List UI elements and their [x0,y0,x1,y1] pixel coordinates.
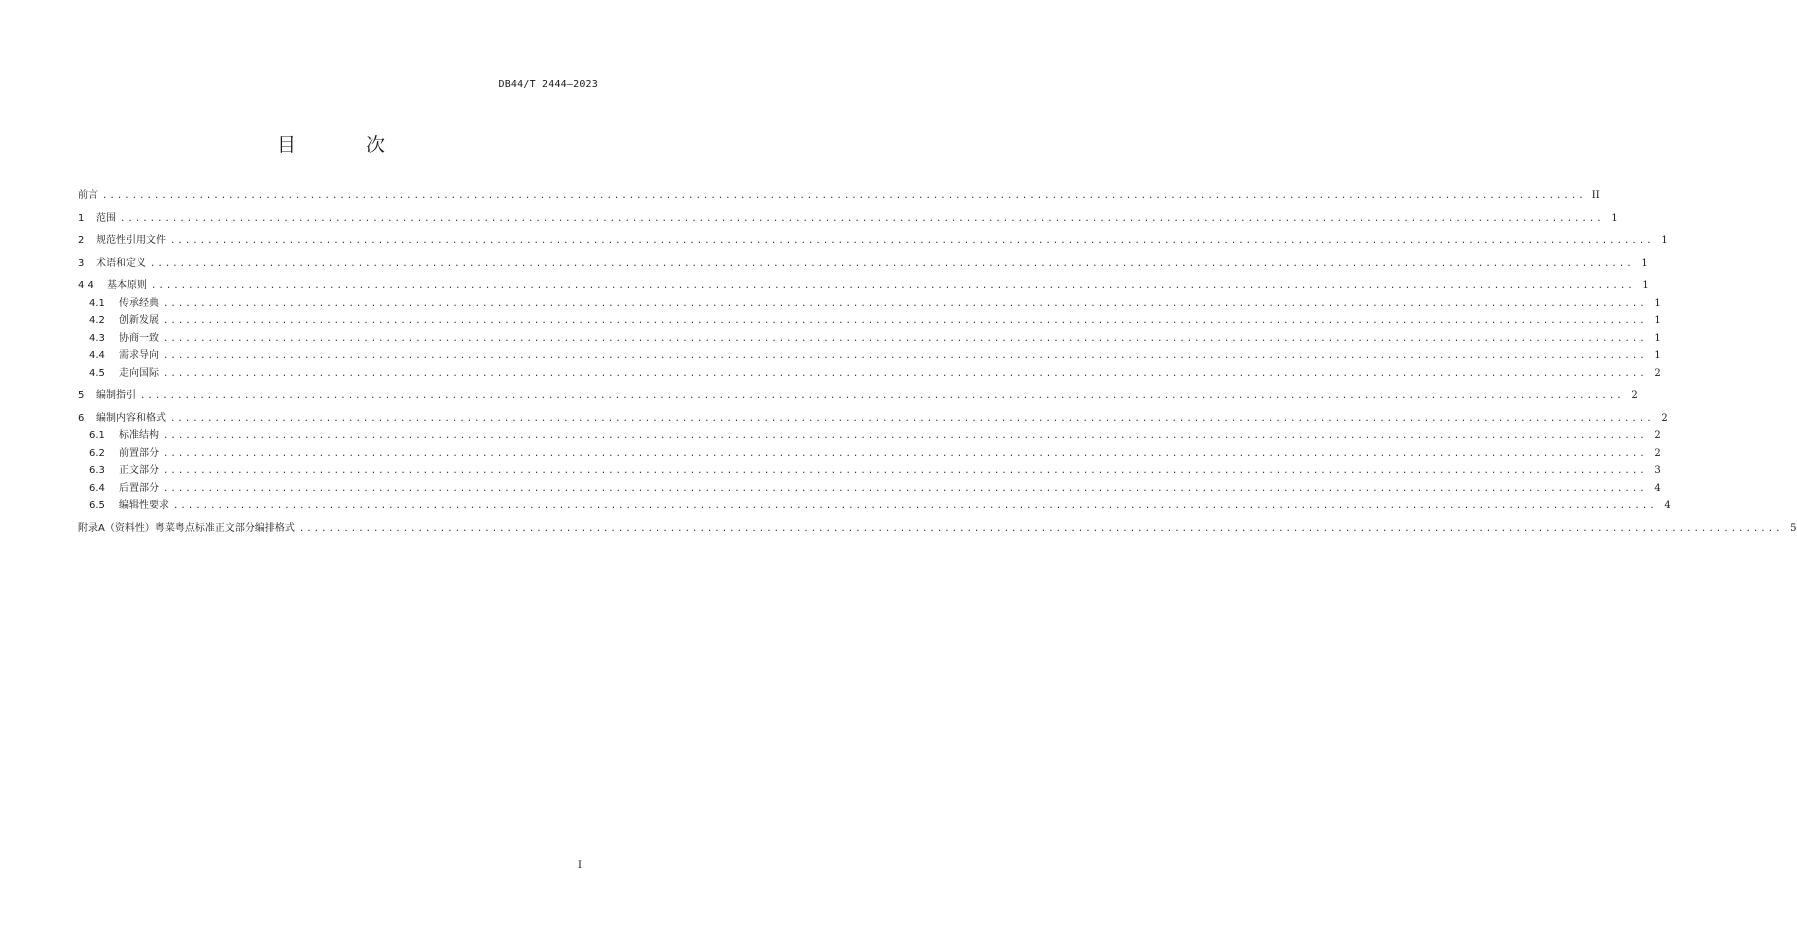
dot-leader: ........................................................................................................................................................................................................ [163,368,1647,379]
toc-entry-foreword[interactable] [78,187,1600,205]
toc-entry-3[interactable] [78,255,1648,273]
toc-entry-number: 6.3 [89,465,105,476]
toc-entry-title: 前置部分 [119,447,159,459]
toc-entry-6[interactable] [78,410,1668,428]
toc-entry-title: 编辑性要求 [119,500,169,511]
toc-entry-6-4[interactable] [78,480,1661,498]
toc-entry-number: 5 [78,390,85,401]
toc-entry-title: 附录A（资料性）粤菜粤点标准正文部分编排格式 [78,522,295,534]
toc-entry-number: 3 [78,257,85,269]
toc-entry-title: 走向国际 [119,367,159,379]
toc-title: 目 次 [276,134,418,156]
toc-entry-6-2[interactable] [78,445,1661,463]
toc-entry-page: 5 [1790,522,1797,534]
toc-entry-title: 编制指引 [96,390,136,401]
toc-entry-2[interactable] [78,232,1668,250]
dot-leader: ........................................................................................................................................................................................................ [120,213,1604,224]
toc-entry-page: 1 [1654,332,1661,344]
toc-entry-page: 1 [1642,280,1649,291]
dot-leader: ........................................................................................................................................................................................................ [163,316,1647,326]
toc-entry-number: 6.2 [89,447,105,459]
toc-entry-title: 术语和定义 [96,257,146,269]
dot-leader: ........................................................................................................................................................................................................ [163,351,1647,361]
page-number: I [578,860,582,871]
dot-leader: ........................................................................................................................................................................................................ [140,391,1624,401]
toc-entry-number: 4.5 [89,367,105,379]
toc-entry-5[interactable] [78,387,1638,405]
toc-entry-number: 6 [78,412,85,424]
toc-entry-page: 1 [1654,297,1661,309]
toc-entry-title: 前言 [78,190,98,201]
toc-entry-title: 正文部分 [119,465,159,476]
toc-entry-number: 4.4 [89,350,105,361]
toc-entry-page: 4 [1654,482,1661,494]
toc-entry-page: 2 [1654,367,1661,379]
dot-leader: ........................................................................................................................................................................................................ [163,298,1647,309]
toc-entry-title: 需求导向 [119,350,159,361]
toc-entry-number: 4 4 [78,280,94,291]
toc-entry-title: 基本原则 [107,280,147,291]
toc-entry-page: 1 [1654,350,1661,361]
toc-entry-title: 创新发展 [119,315,159,326]
table-of-contents [78,187,1797,537]
dot-leader: ........................................................................................................................................................................................................ [163,448,1647,459]
toc-entry-page: 2 [1661,412,1668,424]
toc-entry-number: 4.1 [89,297,105,309]
toc-entry-number: 2 [78,235,85,246]
toc-entry-number: 4.2 [89,315,105,326]
toc-entry-number: 6.5 [89,500,105,511]
toc-entry-number: 1 [78,212,85,224]
dot-leader: ........................................................................................................................................................................................................ [163,333,1647,344]
toc-entry-page: 2 [1654,430,1661,441]
dot-leader: ........................................................................................................................................................................................................ [173,501,1657,511]
toc-entry-title: 后置部分 [119,482,159,494]
toc-entry-number: 4.3 [89,332,105,344]
toc-entry-title: 传承经典 [119,297,159,309]
toc-entry-title: 范围 [96,212,116,224]
toc-entry-6-3[interactable] [78,462,1661,480]
toc-entry-4-5[interactable] [78,365,1661,383]
toc-entry-title: 规范性引用文件 [96,235,166,246]
toc-entry-6-1[interactable] [78,427,1661,445]
toc-entry-4-1[interactable] [78,295,1661,313]
toc-entry-page: 4 [1664,500,1671,511]
toc-entry-page: 2 [1654,447,1661,459]
dot-leader: ........................................................................................................................................................................................................ [170,236,1654,246]
toc-entry-page: 1 [1641,257,1648,269]
toc-entry-4[interactable] [78,277,1649,295]
toc-entry-1[interactable] [78,210,1618,228]
dot-leader: ........................................................................................................................................................................................................ [151,281,1635,291]
toc-entry-page: 1 [1661,235,1668,246]
dot-leader: ........................................................................................................................................................................................................ [298,523,1783,534]
toc-entry-number: 6.4 [89,482,105,494]
toc-entry-page: II [1591,190,1600,201]
toc-entry-4-4[interactable] [78,347,1661,365]
dot-leader: ........................................................................................................................................................................................................ [163,483,1647,494]
toc-entry-6-5[interactable] [78,497,1671,515]
toc-entry-page: 1 [1611,212,1618,224]
toc-entry-title: 编制内容和格式 [96,412,166,424]
toc-entry-title: 协商一致 [119,332,159,344]
toc-entry-appendix-a[interactable] [78,520,1797,538]
dot-leader: ........................................................................................................................................................................................................ [170,413,1654,424]
dot-leader: ........................................................................................................................................................................................................ [150,258,1634,269]
dot-leader: ........................................................................................................................................................................................................ [163,466,1647,476]
dot-leader: ........................................................................................................................................................................................................ [102,191,1586,201]
toc-entry-page: 2 [1631,390,1638,401]
toc-entry-page: 1 [1654,315,1661,326]
dot-leader: ........................................................................................................................................................................................................ [163,431,1647,441]
toc-entry-number: 6.1 [89,430,105,441]
document-code: DB44/T 2444—2023 [498,79,598,90]
toc-entry-page: 3 [1654,465,1661,476]
toc-entry-title: 标准结构 [119,430,159,441]
toc-entry-4-3[interactable] [78,330,1661,348]
toc-entry-4-2[interactable] [78,312,1661,330]
